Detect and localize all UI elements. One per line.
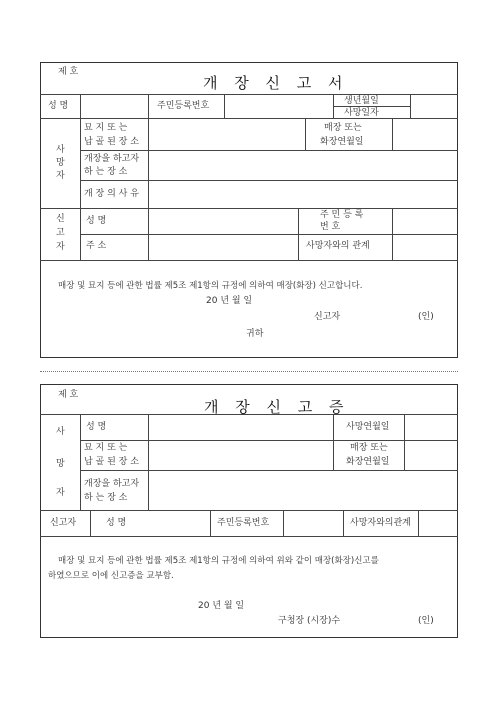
- report-address-label: 주 소: [86, 241, 107, 251]
- report-statement: 매장 및 묘지 등에 관한 법률 제5조 제1항의 규정에 의하여 매장(화장) 신고합니다.: [58, 281, 363, 291]
- report-grave-label-1: 묘 지 또 는: [84, 123, 128, 133]
- certificate-death-date-field[interactable]: [405, 415, 457, 439]
- certificate-grave-field[interactable]: [149, 441, 332, 469]
- report-date-line: 20 년 월 일: [206, 296, 253, 306]
- report-address-field[interactable]: [149, 235, 297, 259]
- certificate-reporter-name-field[interactable]: [150, 511, 209, 535]
- certificate-burial-date-label-2: 화장연월일: [346, 457, 390, 467]
- report-burial-date-label-1: 매장 또는: [324, 123, 362, 133]
- report-signer-label: 신고자: [314, 312, 341, 322]
- certificate-reporter-label: 신고자: [50, 518, 77, 528]
- certificate-name-field[interactable]: [149, 415, 332, 439]
- certificate-deceased-label-2: 망: [56, 459, 65, 469]
- certificate-burial-date-field[interactable]: [405, 441, 457, 469]
- certificate-name-label: 성 명: [86, 422, 107, 432]
- certificate-relation-label: 사망자와의관계: [350, 518, 411, 528]
- certificate-grave-label-1: 묘 지 또 는: [84, 443, 128, 453]
- report-burial-date-label-2: 화장연월일: [320, 137, 364, 147]
- cut-line: [40, 371, 458, 372]
- certificate-date-line: 20 년 월 일: [198, 601, 245, 611]
- report-addressee: 귀하: [246, 329, 264, 339]
- report-reburial-place-field[interactable]: [149, 151, 457, 179]
- report-relation-field[interactable]: [393, 235, 457, 259]
- report-rrn-label: 주민등록번호: [157, 101, 210, 111]
- certificate-title: 개 장 신 고 증: [204, 398, 350, 416]
- report-reporter-rrn-field[interactable]: [393, 209, 457, 233]
- certificate-deceased-label-3: 자: [56, 488, 65, 498]
- report-number-label: 제 호: [58, 67, 79, 77]
- certificate-reburial-place-label-2: 하 는 장 소: [84, 493, 128, 503]
- certificate-deceased-label-1: 사: [56, 427, 65, 437]
- report-title: 개 장 신 고 서: [203, 74, 349, 92]
- report-death-label: 사망일자: [344, 108, 379, 118]
- certificate-seal: (인): [418, 616, 434, 626]
- report-reburial-place-label-1: 개장을 하고자: [84, 154, 140, 164]
- certificate-rrn-label: 주민등록번호: [217, 518, 270, 528]
- report-birth-field[interactable]: [411, 95, 457, 117]
- certificate-issuer: 구청장 (시장)수: [278, 616, 341, 626]
- report-grave-label-2: 납 골 된 장 소: [84, 137, 139, 147]
- report-deceased-label-3: 자: [56, 171, 65, 181]
- report-deceased-label-2: 망: [56, 158, 65, 168]
- report-burial-date-field[interactable]: [393, 119, 457, 149]
- report-reporter-rrn-label-2: 번 호: [320, 222, 341, 232]
- report-birth-label: 생년월일: [344, 96, 379, 106]
- report-reporter-name-field[interactable]: [149, 209, 297, 233]
- certificate-reporter-name-label: 성 명: [106, 518, 127, 528]
- report-relation-label: 사망자와의 관계: [306, 241, 370, 251]
- report-seal: (인): [418, 312, 434, 322]
- report-name-field[interactable]: [81, 95, 147, 117]
- report-reason-label: 개 장 의 사 유: [84, 189, 139, 199]
- report-reporter-label-1: 신: [56, 214, 65, 224]
- certificate-statement-line-1: 매장 및 묘지 등에 관한 법률 제5조 제1항의 규정에 의하여 위와 같이 매장(화장)신고를: [58, 556, 379, 566]
- report-reporter-name-label: 성 명: [86, 216, 107, 226]
- certificate-statement-line-2: 하였으므로 이에 신고증을 교부함.: [48, 571, 174, 581]
- report-rrn-field[interactable]: [225, 95, 332, 117]
- report-deceased-label-1: 사: [56, 145, 65, 155]
- certificate-reburial-place-label-1: 개장을 하고자: [84, 479, 140, 489]
- certificate-rrn-field[interactable]: [284, 511, 342, 535]
- certificate-grave-label-2: 납 골 된 장 소: [84, 457, 139, 467]
- certificate-death-date-label: 사망연월일: [346, 422, 390, 432]
- report-reporter-label-2: 고: [56, 228, 65, 238]
- certificate-number-label: 제 호: [58, 390, 79, 400]
- report-reporter-label-3: 자: [56, 242, 65, 252]
- report-reporter-rrn-label-1: 주 민 등 록: [320, 210, 364, 220]
- certificate-burial-date-label-1: 매장 또는: [350, 443, 388, 453]
- report-reburial-place-label-2: 하 는 장 소: [84, 167, 128, 177]
- certificate-relation-field[interactable]: [419, 511, 457, 535]
- certificate-reburial-place-field[interactable]: [149, 471, 457, 509]
- report-reason-field[interactable]: [149, 181, 457, 207]
- report-name-label: 성 명: [48, 101, 69, 111]
- report-grave-field[interactable]: [149, 119, 304, 149]
